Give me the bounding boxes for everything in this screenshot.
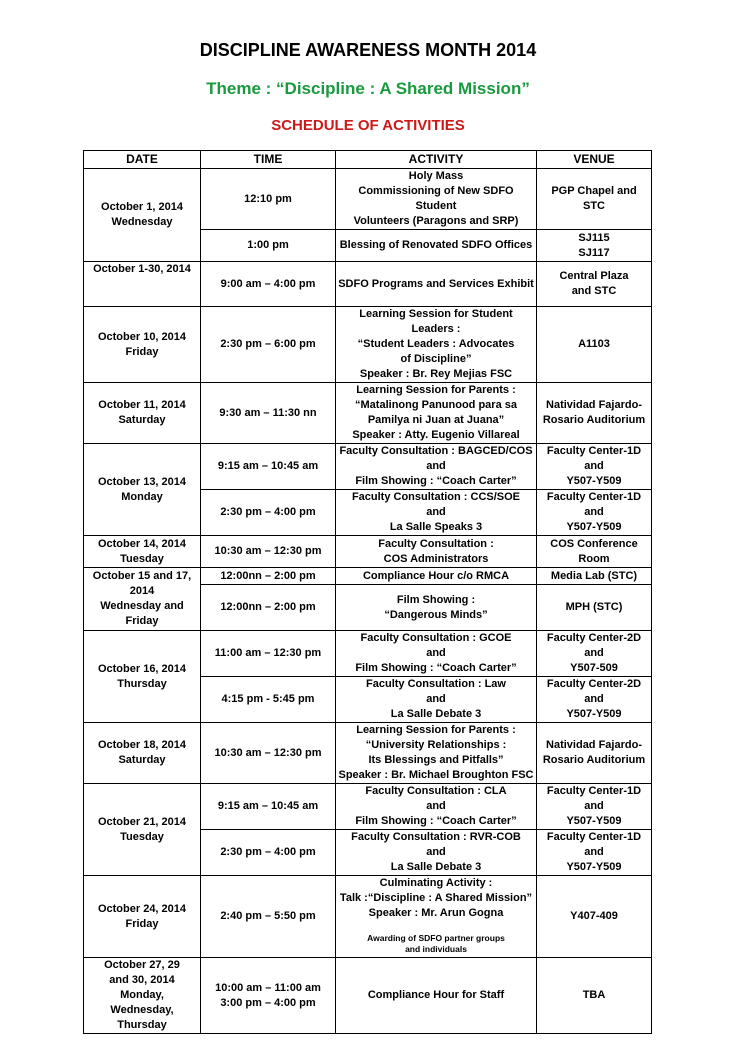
table-row [84, 444, 652, 490]
time-cell [201, 568, 336, 585]
venue-text: Natividad Fajardo- Rosario Auditorium [542, 399, 646, 426]
time-text: 2:40 pm – 5:50 pm [220, 910, 316, 922]
date-cell [84, 307, 201, 383]
col-header-venue: VENUE [537, 151, 652, 169]
venue-text: Central Plaza and STC [559, 270, 629, 297]
venue-cell [537, 307, 652, 383]
activity-text: Faculty Consultation : CCS/SOE and La Salle Speaks 3 [351, 491, 521, 533]
activity-text: Compliance Hour for Staff [367, 989, 505, 1001]
venue-text: Faculty Center-2D and Y507-509 [546, 632, 642, 674]
date-cell [84, 958, 201, 1034]
date-text: October 11, 2014 Saturday [98, 399, 186, 426]
venue-cell [537, 876, 652, 958]
activity-cell [336, 383, 537, 444]
time-cell [201, 958, 336, 1034]
time-text: 2:30 pm – 4:00 pm [220, 506, 316, 518]
venue-text: Faculty Center-1D and Y507-Y509 [546, 785, 642, 827]
date-cell [84, 568, 201, 631]
date-text: October 27, 29 and 30, 2014 Monday, Wednesday, Thursday [104, 959, 180, 1031]
time-text: 9:15 am – 10:45 am [217, 800, 319, 812]
activity-cell [336, 585, 537, 631]
activity-cell [336, 723, 537, 784]
activity-cell [336, 230, 537, 262]
venue-text: TBA [582, 989, 606, 1001]
venue-text: A1103 [578, 338, 610, 350]
venue-text: Y407-409 [570, 910, 618, 922]
date-text: October 16, 2014 Thursday [97, 662, 187, 690]
venue-text: SJ115 SJ117 [578, 231, 610, 259]
time-text: 9:15 am – 10:45 am [217, 460, 319, 472]
time-cell [201, 585, 336, 631]
date-cell [84, 383, 201, 444]
date-cell [84, 723, 201, 784]
time-cell [201, 230, 336, 262]
time-cell [201, 784, 336, 830]
venue-cell [537, 444, 652, 490]
date-cell [84, 784, 201, 876]
activity-cell [336, 830, 537, 876]
activity-text: Learning Session for Student Leaders : “Student Leaders : Advocates of Discipline” Speaker : Br. Rey Mejias FSC [357, 308, 515, 380]
table-row [84, 958, 652, 1034]
venue-cell [537, 568, 652, 585]
time-cell [201, 830, 336, 876]
activity-text: Compliance Hour c/o RMCA [362, 569, 510, 582]
activity-cell [336, 536, 537, 568]
col-header-time: TIME [201, 151, 336, 169]
time-text: 1:00 pm [247, 239, 289, 251]
time-cell [201, 383, 336, 444]
date-text: October 21, 2014 Tuesday [97, 815, 187, 843]
date-text: October 18, 2014 Saturday [97, 739, 187, 766]
col-header-activity: ACTIVITY [336, 151, 537, 169]
activity-cell [336, 631, 537, 677]
time-text: 2:30 pm – 6:00 pm [220, 338, 316, 350]
time-text: 10:30 am – 12:30 pm [214, 545, 322, 557]
table-row [84, 876, 652, 958]
time-text: 11:00 am – 12:30 pm [214, 647, 322, 659]
time-text: 9:30 am – 11:30 nn [219, 406, 317, 419]
time-cell [201, 876, 336, 958]
table-row [84, 536, 652, 568]
venue-cell [537, 958, 652, 1034]
activity-text: Faculty Consultation : GCOE and Film Showing : “Coach Carter” [355, 632, 517, 674]
time-cell [201, 307, 336, 383]
venue-cell [537, 490, 652, 536]
venue-text: Natividad Fajardo- Rosario Auditorium [542, 739, 646, 766]
venue-text: Faculty Center-1D and Y507-Y509 [546, 445, 642, 487]
venue-cell [537, 784, 652, 830]
date-cell [84, 876, 201, 958]
venue-text: Media Lab (STC) [550, 569, 638, 582]
venue-cell [537, 262, 652, 307]
date-cell [84, 631, 201, 723]
time-cell [201, 677, 336, 723]
activity-cell [336, 490, 537, 536]
venue-cell [537, 631, 652, 677]
venue-cell [537, 536, 652, 568]
activity-text: Faculty Consultation : RVR-COB and La Salle Debate 3 [351, 831, 521, 873]
venue-text: PGP Chapel and STC [551, 185, 637, 212]
theme-heading: Theme : “Discipline : A Shared Mission” [206, 79, 530, 98]
date-text: October 10, 2014 Friday [97, 330, 187, 358]
venue-cell [537, 383, 652, 444]
table-row [84, 383, 652, 444]
activity-cell [336, 169, 537, 230]
table-row [84, 631, 652, 677]
activity-text: Faculty Consultation : CLA and Film Showing : “Coach Carter” [355, 785, 517, 827]
activity-cell [336, 958, 537, 1034]
date-cell [84, 536, 201, 568]
time-cell [201, 444, 336, 490]
venue-cell [537, 830, 652, 876]
table-row [84, 262, 652, 307]
venue-text: COS Conference Room [550, 537, 638, 565]
time-text: 12:00nn – 2:00 pm [220, 569, 316, 582]
time-cell [201, 262, 336, 307]
date-text: October 14, 2014 Tuesday [97, 537, 187, 565]
venue-text: Faculty Center-1D and Y507-Y509 [546, 491, 642, 533]
time-text: 10:30 am – 12:30 pm [214, 746, 322, 759]
date-cell [84, 169, 201, 262]
time-text: 12:10 pm [244, 192, 292, 205]
date-cell [84, 262, 201, 307]
page-title: DISCIPLINE AWARENESS MONTH 2014 [199, 40, 537, 60]
schedule-heading: SCHEDULE OF ACTIVITIES [271, 117, 465, 134]
date-cell [84, 444, 201, 536]
activity-cell [336, 677, 537, 723]
date-text: October 15 and 17, 2014 Wednesday and Friday [92, 570, 192, 627]
venue-cell [537, 230, 652, 262]
table-header-row [84, 151, 652, 169]
activity-text: Film Showing : “Dangerous Minds” [384, 593, 488, 621]
activity-text: SDFO Programs and Services Exhibit [338, 277, 534, 290]
table-row [84, 784, 652, 830]
activity-text: Faculty Consultation : COS Administrators [378, 537, 494, 565]
time-cell [201, 169, 336, 230]
activity-cell [336, 307, 537, 383]
activity-text: Blessing of Renovated SDFO Offices [339, 239, 533, 251]
date-text: October 24, 2014 Friday [97, 902, 187, 930]
date-text: October 13, 2014 Monday [97, 475, 187, 503]
time-cell [201, 490, 336, 536]
venue-text: Faculty Center-1D and Y507-Y509 [546, 831, 642, 873]
activity-cell [336, 444, 537, 490]
activity-text: Faculty Consultation : BAGCED/COS and Film Showing : “Coach Carter” [339, 445, 533, 487]
venue-cell [537, 585, 652, 631]
activity-text: Learning Session for Parents : “Matalinong Panunood para sa Pamilya ni Juan at Juana” Speaker : Atty. Eugenio Villareal [352, 384, 520, 441]
time-text: 9:00 am – 4:00 pm [220, 277, 316, 290]
activity-text: Faculty Consultation : Law and La Salle Debate 3 [366, 678, 506, 720]
time-text: 2:30 pm – 4:00 pm [220, 846, 316, 858]
time-text: 4:15 pm - 5:45 pm [221, 693, 315, 705]
activity-note: Awarding of SDFO partner groups and individuals [367, 933, 505, 954]
time-cell [201, 631, 336, 677]
activity-cell [336, 876, 537, 958]
time-cell [201, 723, 336, 784]
time-text: 10:00 am – 11:00 am 3:00 pm – 4:00 pm [215, 981, 321, 1009]
activity-cell [336, 784, 537, 830]
activity-text: Learning Session for Parents : “University Relationships : Its Blessings and Pitfalls” Speaker : Br. Michael Broughton FSC [338, 724, 534, 781]
table-row [84, 568, 652, 585]
activity-cell [336, 568, 537, 585]
venue-text: Faculty Center-2D and Y507-Y509 [546, 678, 642, 720]
time-cell [201, 536, 336, 568]
table-row [84, 723, 652, 784]
venue-cell [537, 169, 652, 230]
venue-cell [537, 677, 652, 723]
time-text: 12:00nn – 2:00 pm [220, 601, 316, 613]
venue-text: MPH (STC) [565, 601, 623, 613]
activity-text: Culminating Activity : Talk :“Discipline : A Shared Mission” Speaker : Mr. Arun Gogna [339, 877, 533, 919]
date-text: October 1, 2014 Wednesday [101, 201, 183, 228]
table-row [84, 169, 652, 230]
col-header-date: DATE [84, 151, 201, 169]
table-row [84, 307, 652, 383]
schedule-table [83, 150, 652, 1034]
venue-cell [537, 723, 652, 784]
activity-cell [336, 262, 537, 307]
date-text: October 1-30, 2014 [93, 263, 191, 275]
activity-text: Holy Mass Commissioning of New SDFO Student Volunteers (Paragons and SRP) [353, 170, 519, 227]
